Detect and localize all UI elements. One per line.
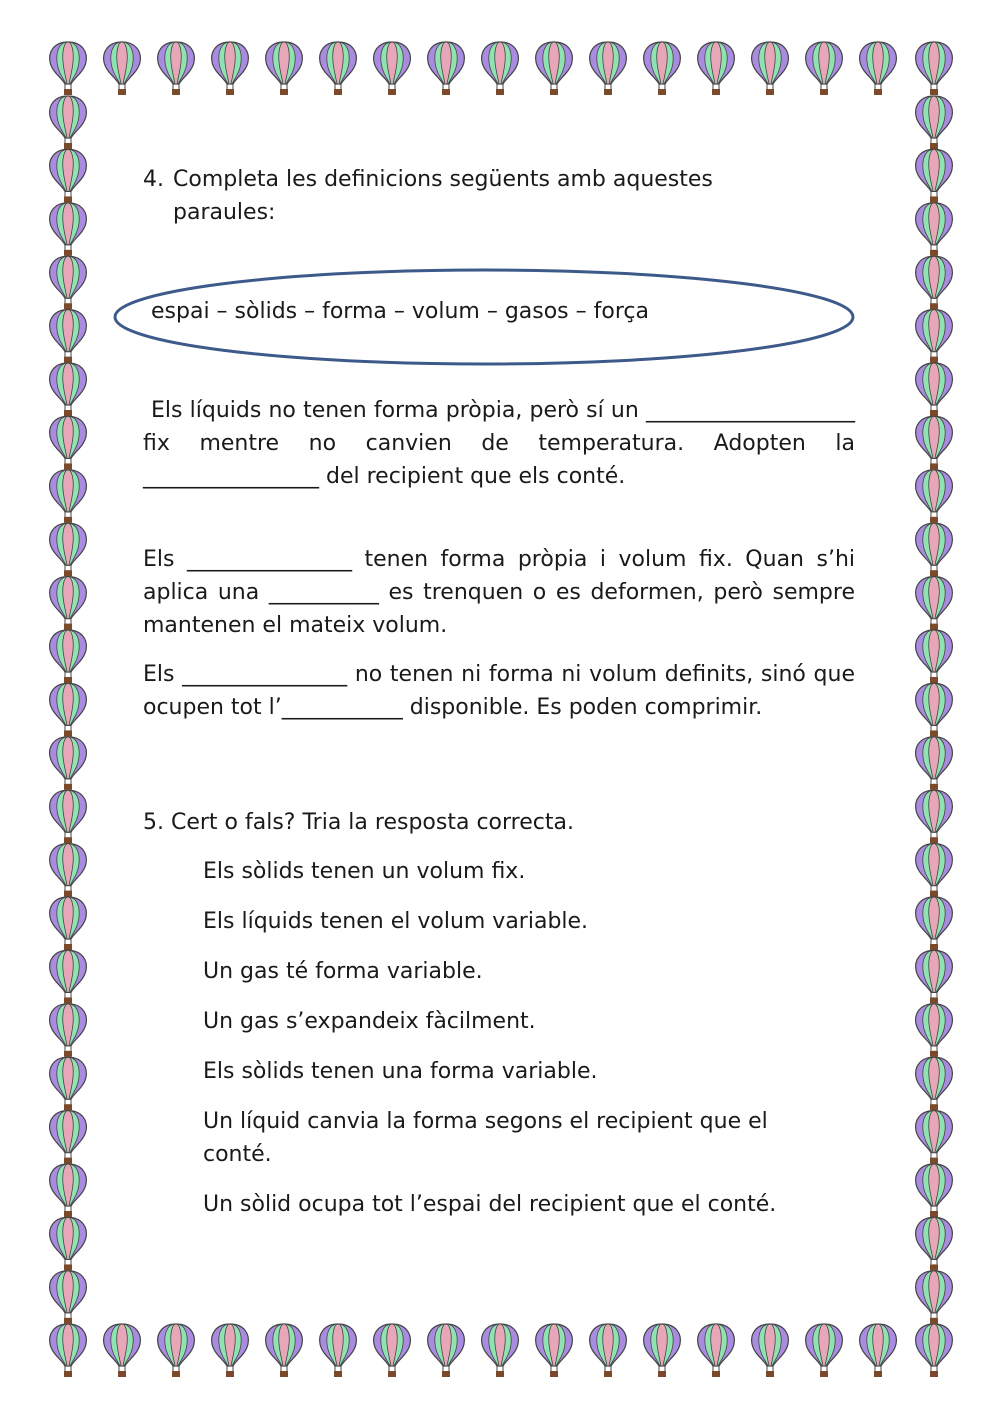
balloon-icon [916, 683, 953, 736]
balloon-icon [50, 416, 87, 469]
balloon-icon [374, 1324, 411, 1377]
balloon-icon [916, 256, 953, 309]
blank-forma[interactable]: ________________ [143, 464, 319, 489]
balloon-icon [482, 1324, 519, 1377]
balloon-icon [536, 42, 573, 95]
balloon-icon [806, 1324, 843, 1377]
balloon-icon [50, 950, 87, 1003]
text: no tenen ni forma ni volum definits, sinó que ocupen tot l’ [143, 662, 855, 720]
balloon-icon [916, 1111, 953, 1164]
blank-forca[interactable]: __________ [268, 580, 379, 605]
balloon-icon [590, 1324, 627, 1377]
balloon-icon [916, 1164, 953, 1217]
balloon-icon [50, 683, 87, 736]
question-4-instruction [143, 163, 763, 229]
balloon-icon [752, 1324, 789, 1377]
balloon-icon [50, 1164, 87, 1217]
balloon-icon [916, 42, 953, 95]
blank-solids[interactable]: _______________ [186, 547, 352, 572]
balloon-icon [50, 149, 87, 202]
text: Els [143, 662, 183, 687]
statement-item[interactable]: Un gas s’expandeix fàcilment. [203, 1009, 536, 1034]
balloon-icon [428, 1324, 465, 1377]
balloon-icon [752, 42, 789, 95]
balloon-icon [806, 42, 843, 95]
text: fix mentre no canvien de temperatura. Adopten la [143, 431, 855, 456]
balloon-icon [916, 577, 953, 630]
balloon-icon [916, 790, 953, 843]
balloon-icon [916, 1324, 953, 1377]
statement-item[interactable]: Els sòlids tenen una forma variable. [203, 1059, 598, 1084]
balloon-icon [916, 310, 953, 363]
text: del recipient que els conté. [319, 464, 626, 489]
balloon-icon [860, 1324, 897, 1377]
balloon-icon [860, 42, 897, 95]
balloon-icon [916, 1217, 953, 1270]
balloon-icon [50, 1217, 87, 1270]
balloon-icon [590, 42, 627, 95]
balloon-icon [50, 1057, 87, 1110]
text: disponible. Es poden comprimir. [402, 695, 763, 720]
balloon-icon [536, 1324, 573, 1377]
balloon-icon [320, 1324, 357, 1377]
balloon-icon [644, 42, 681, 95]
definition-solids [143, 543, 855, 642]
balloon-icon [50, 96, 87, 149]
balloon-icon [212, 42, 249, 95]
balloon-icon [698, 42, 735, 95]
balloon-icon [50, 1111, 87, 1164]
balloon-icon [320, 42, 357, 95]
balloon-icon [50, 523, 87, 576]
text: es trenquen o es deformen, però sempre mantenen el mateix volum. [143, 580, 855, 638]
balloon-icon [916, 470, 953, 523]
balloon-icon [916, 1057, 953, 1110]
balloon-icon [50, 1004, 87, 1057]
balloon-icon [916, 1271, 953, 1324]
statement-item[interactable]: Els sòlids tenen un volum fix. [203, 859, 526, 884]
balloon-icon [104, 42, 141, 95]
balloon-icon [916, 1004, 953, 1057]
balloon-icon [50, 470, 87, 523]
balloon-icon [916, 416, 953, 469]
definition-liquids [143, 394, 855, 493]
balloon-icon [50, 790, 87, 843]
question-5-title: 5. Cert o fals? Tria la resposta correcta. [143, 810, 574, 835]
text: tenen forma pròpia i volum fix. Quan s’hi aplica una [143, 547, 856, 605]
balloon-icon [916, 203, 953, 256]
blank-gasos[interactable]: _______________ [182, 662, 348, 687]
statement-item[interactable]: Un gas té forma variable. [203, 959, 483, 984]
statement-item[interactable]: Els líquids tenen el volum variable. [203, 909, 589, 934]
balloon-icon [644, 1324, 681, 1377]
balloon-icon [50, 1271, 87, 1324]
balloon-icon [698, 1324, 735, 1377]
statement-item[interactable]: Un líquid canvia la forma segons el recipient que el conté. [203, 1109, 768, 1167]
balloon-icon [50, 844, 87, 897]
balloon-icon [50, 203, 87, 256]
balloon-icon [916, 630, 953, 683]
balloon-icon [916, 950, 953, 1003]
balloon-icon [158, 1324, 195, 1377]
instruction-line-1: Completa les definicions següents amb aquestes [173, 167, 713, 192]
balloon-icon [428, 42, 465, 95]
balloon-icon [482, 42, 519, 95]
blank-volum[interactable]: ___________________ [646, 398, 855, 423]
question-number: 4. [143, 167, 164, 192]
balloon-icon [916, 523, 953, 576]
balloon-icon [916, 897, 953, 950]
word-bank [113, 268, 855, 366]
balloon-icon [50, 577, 87, 630]
balloon-icon [50, 256, 87, 309]
balloon-icon [50, 363, 87, 416]
balloon-icon [916, 363, 953, 416]
text: Els líquids no tenen forma pròpia, però sí un [151, 398, 646, 423]
balloon-icon [212, 1324, 249, 1377]
balloon-icon [50, 737, 87, 790]
true-false-list [203, 855, 843, 1238]
balloon-icon [266, 42, 303, 95]
instruction-line-2: paraules: [173, 200, 276, 225]
statement-item[interactable]: Un sòlid ocupa tot l’espai del recipient que el conté. [203, 1192, 777, 1217]
balloon-icon [50, 630, 87, 683]
balloon-icon [158, 42, 195, 95]
balloon-icon [916, 844, 953, 897]
blank-espai[interactable]: ___________ [281, 695, 403, 720]
text: Els [143, 547, 187, 572]
balloon-icon [50, 42, 87, 95]
balloon-icon [104, 1324, 141, 1377]
balloon-icon [916, 96, 953, 149]
balloon-icon [916, 737, 953, 790]
balloon-icon [50, 1324, 87, 1377]
balloon-icon [266, 1324, 303, 1377]
balloon-icon [50, 310, 87, 363]
definition-gases [143, 658, 855, 724]
balloon-icon [50, 897, 87, 950]
word-bank-words: espai – sòlids – forma – volum – gasos – força [151, 299, 649, 324]
balloon-icon [916, 149, 953, 202]
balloon-icon [374, 42, 411, 95]
